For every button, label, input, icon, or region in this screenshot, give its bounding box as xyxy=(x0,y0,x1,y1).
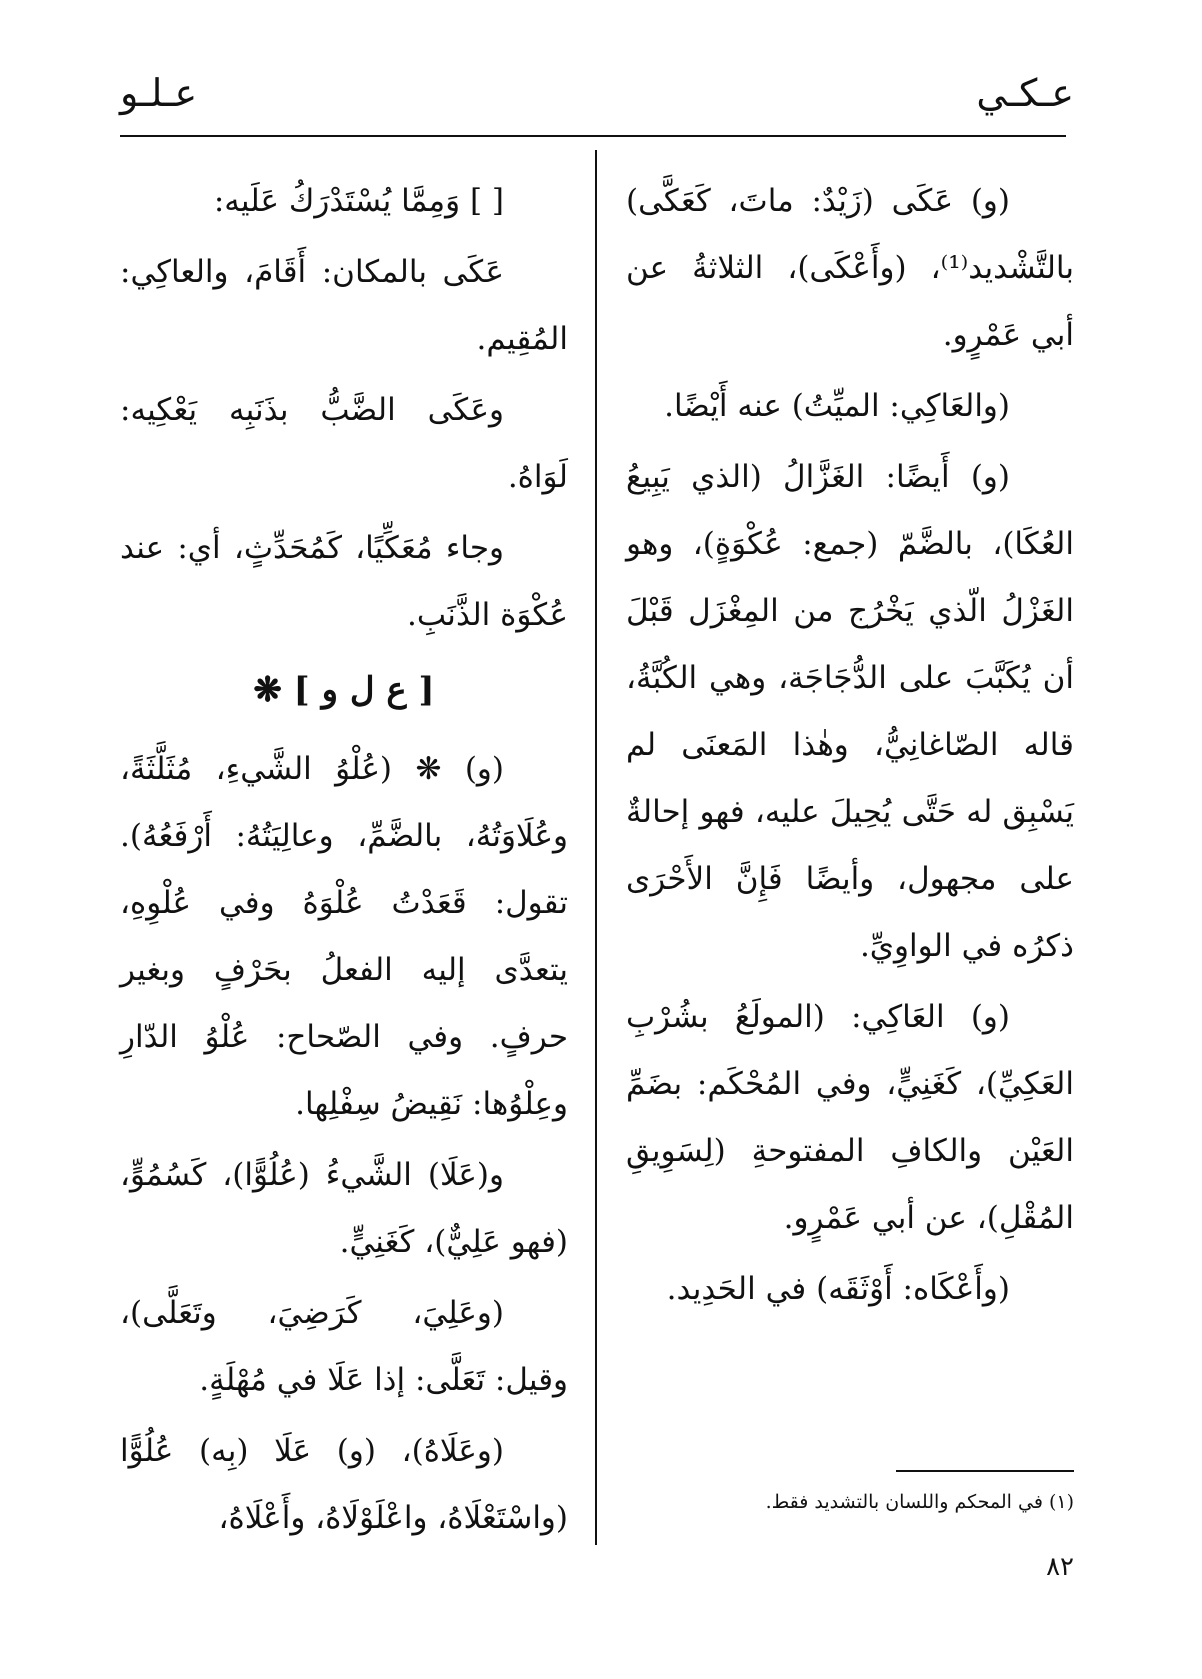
page-number: ٨٢ xyxy=(1046,1552,1074,1582)
paragraph: و(عَلَا) الشَّيءُ (عُلُوًّا)، كَسُمُوٍّ، (فهو عَلِيٌّ)، كَغَنِيٍّ. xyxy=(120,1157,568,1260)
paragraph: (و) العَاكِي: (المولَعُ بشُرْبِ العَكِيِّ)، كَغَنِيٍّ، وفي المُحْكَم: بضَمِّ العَيْن والكافِ المفتوحةِ (لِسَوِيقِ المُقْلِ)، عن أبي عَمْرٍو. xyxy=(626,999,1074,1236)
footnote-rule xyxy=(896,1470,1074,1472)
running-header-left: عـلـو xyxy=(120,71,198,115)
root-heading: [ ع ل و ] ❋ xyxy=(253,670,435,710)
paragraph: (و) ❋ (عُلْوُ الشَّيءِ، مُثَلَّثَةً، وعُلَاوَتُهُ، بالضَّمِّ، وعالِيَتُهُ: أَرْفَعُهُ). تقول: قَعَدْتُ عُلْوَهُ وفي عُلْوِهِ، يتعدَّى إليه الفعلُ بحَرْفٍ وبغير حرفٍ. وفي الصّحاح: عُلْوُ الدّارِ وعِلْوُها: نَقِيضُ سِفْلِها. xyxy=(120,751,568,1122)
paragraph: (و) أَيضًا: الغَزَّالُ (الذي يَبِيعُ العُكَا)، بالضَّمّ (جمع: عُكْوَةٍ)، وهو الغَزْلُ الّذي يَخْرُج من المِغْزَل قَبْلَ أن يُكَبَّبَ على الدُّجَاجَة، وهي الكُبَّةُ، قاله الصّاغانِيُّ، وهٰذا المَعنَى لم يَسْبِق له حَتَّى يُحِيلَ عليه، فهو إحالةٌ على مجهول، وأيضًا فَإِنَّ الأَحْرَى ذكرُه في الواوِيِّ. xyxy=(626,459,1074,964)
right-column xyxy=(626,168,1074,1327)
footnote: (١) في المحكم واللسان بالتشديد فقط. xyxy=(765,1491,1074,1513)
paragraph: (والعَاكِي: الميِّتُ) عنه أَيْضًا. xyxy=(664,388,1010,424)
header-rule xyxy=(120,135,1066,137)
running-header-right: عـكـي xyxy=(976,71,1074,115)
paragraph: وجاء مُعَكِّيًا، كَمُحَدِّثٍ، أي: عند عُكْوَة الذَّنَبِ. xyxy=(120,530,568,633)
paragraph: (وأَعْكَاه: أَوْثَقَه) في الحَدِيد. xyxy=(666,1271,1010,1307)
paragraph: عَكَى بالمكان: أَقَامَ، والعاكِي: المُقِيم. xyxy=(120,254,568,357)
paragraph: (وعَلِيَ، كَرَضِيَ، وتَعَلَّى)، وقيل: تَعَلَّى: إذا عَلَا في مُهْلَةٍ. xyxy=(120,1295,568,1398)
paragraph: (وعَلَاهُ)، (و) عَلَا (بِه) عُلُوًّا (واسْتَعْلَاهُ، واعْلَوْلَاهُ، وأَعْلَاهُ، xyxy=(120,1433,568,1536)
paragraph: (و) عَكَى (زَيْدٌ: ماتَ، كَعَكَّى) بالتَّشْديد⁽¹⁾، (وأَعْكَى)، الثلاثةُ عن أبي عَمْرٍو. xyxy=(626,183,1074,353)
addenda-intro: [ ] وَمِمَّا يُسْتَدْرَكُ عَلَيه: xyxy=(213,183,504,219)
left-column xyxy=(120,168,568,1556)
column-divider xyxy=(595,150,597,1545)
paragraph: وعَكَى الضَّبُّ بذَنَبِه يَعْكِيه: لَوَاهُ. xyxy=(120,392,568,495)
